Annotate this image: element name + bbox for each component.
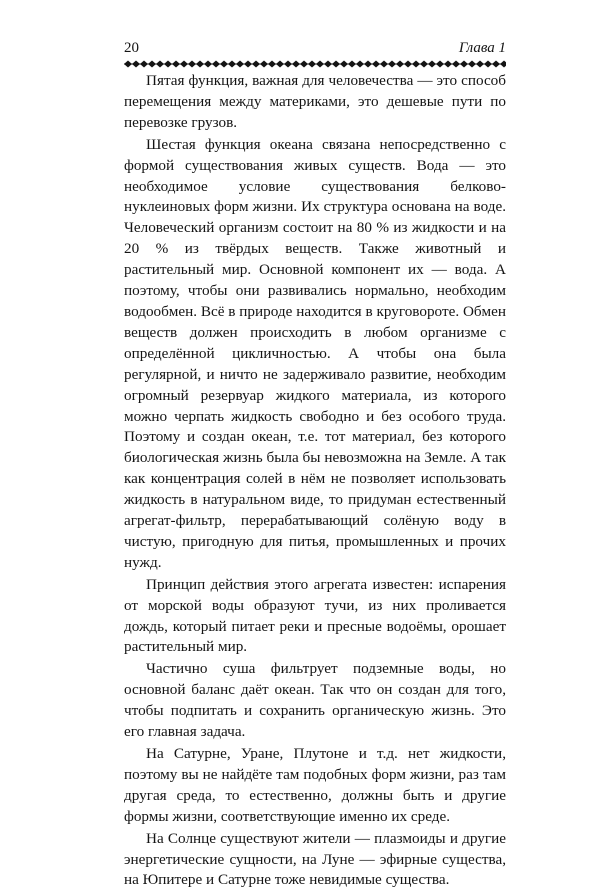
paragraph-6: На Солнце существуют жители — плазмоиды и другие энергетические сущности, на Луне — эфирные существа, на Юпитере и Сатурне тоже невидимые существа. xyxy=(124,829,506,889)
running-header xyxy=(124,38,506,58)
header-ornament-rule xyxy=(124,59,506,69)
body-text xyxy=(124,71,506,891)
paragraph-4: Частично суша фильтрует подземные воды, но основной баланс даёт океан. Так что он создан для того, чтобы подпитать и сохранить органическую жизнь. Это его главная задача. xyxy=(124,660,506,741)
book-page xyxy=(124,38,506,891)
paragraph-3: Принцип действия этого агрегата известен: испарения от морской воды образуют тучи, из них проливается дождь, который питает реки и пресные водоёмы, орошает растительный мир. xyxy=(124,575,506,656)
page-number: 20 xyxy=(124,40,139,56)
paragraph-1: Пятая функция, важная для человечества — это способ перемещения между материками, это дешевые пути по перевозке грузов. xyxy=(124,72,506,131)
paragraph-2: Шестая функция океана связана непосредственно с формой существования живых существ. Вода — это необходимое условие существования белково-нуклеиновых форм жизни. Их структура основана на воде. Человеческий организм состоит на 80 % из жидкости и на 20 % из твёрдых веществ. Также животный и растительный мир. Основной компонент их — вода. А поэтому, чтобы они развивались нормально, необходим водообмен. Всё в природе находится в круговороте. Обмен веществ должен происходить в любом организме с определённой цикличностью. А чтобы она была регулярной, и ничто не задерживало развитие, необходим огромный резервуар жидкого материала, из которого можно черпать жидкость свободно и без особого труда. Поэтому и создан океан, т.е. тот материал, без которого биологическая жизнь была бы невозможна на Земле. А так как концентрация солей в нём не позволяет использовать жидкость в натуральном виде, то придуман естественный агрегат-фильтр, перерабатывающий солёную воду в чистую, пригодную для питья, промышленных и прочих нужд. xyxy=(124,135,506,571)
chapter-title: Глава 1 xyxy=(458,40,506,56)
paragraph-5: На Сатурне, Уране, Плутоне и т.д. нет жидкости, поэтому вы не найдёте там подобных форм жизни, раз там другая среда, то естественно, должны быть и другие формы жизни, соответствующие именно их среде. xyxy=(124,745,506,825)
